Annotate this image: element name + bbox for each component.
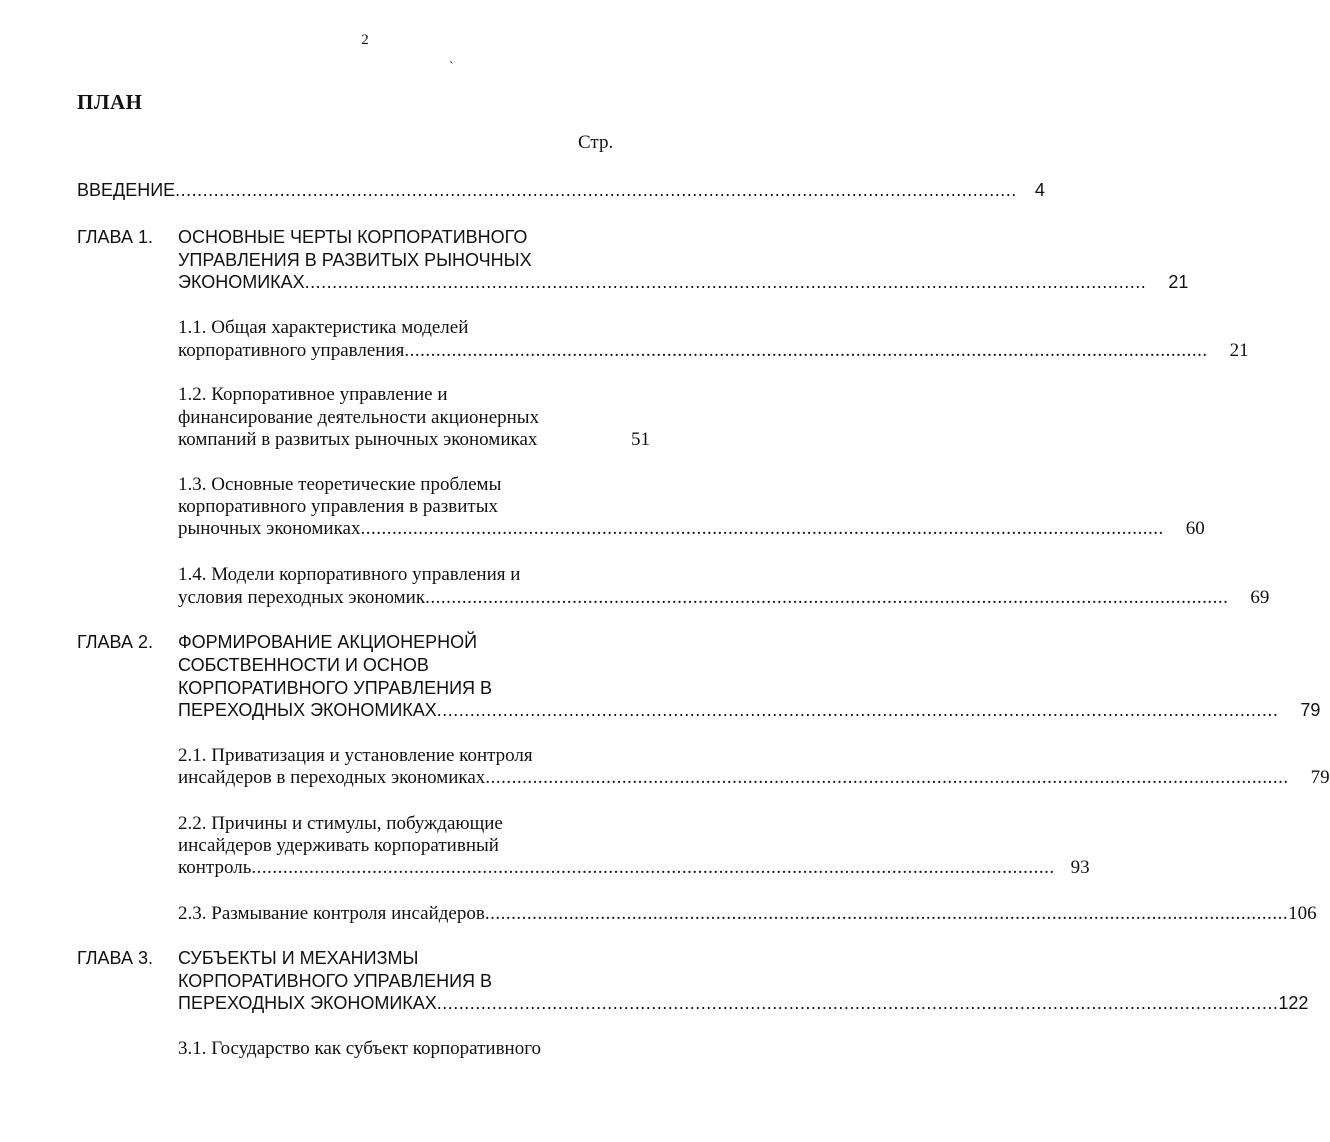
toc-page-number: 69 xyxy=(1250,587,1270,608)
section-1-4-line: условия переходных экономик xyxy=(178,587,426,608)
page-number: 2 xyxy=(361,32,369,48)
chapter-3-title-line: КОРПОРАТИВНОГО УПРАВЛЕНИЯ В xyxy=(178,971,493,991)
chapter-2-title-line: СОБСТВЕННОСТИ И ОСНОВ xyxy=(178,655,429,675)
leader-dots: ......................................................................................................................................................... xyxy=(304,272,1147,292)
toc-entry-chapter-3 xyxy=(178,991,1309,1015)
toc-page-number: 21 xyxy=(1168,272,1189,292)
toc-page-number: 4 xyxy=(1034,180,1045,200)
section-2-2-line: 2.2. Причины и стимулы, побуждающие xyxy=(178,813,503,834)
chapter-1-title-line: УПРАВЛЕНИЯ В РАЗВИТЫХ РЫНОЧНЫХ xyxy=(178,250,532,270)
section-1-3-line: корпоративного управления в развитых xyxy=(178,496,498,517)
chapter-3-label: ГЛАВА 3. xyxy=(77,948,153,968)
toc-entry-section-1-1 xyxy=(178,339,1249,363)
toc-page-number: 60 xyxy=(1185,518,1205,539)
leader-dots: ......................................................................................................................................................... xyxy=(175,180,1017,200)
chapter-2-title-line: КОРПОРАТИВНОГО УПРАВЛЕНИЯ В xyxy=(178,678,493,698)
leader-dots: ......................................................................................................................................................... xyxy=(484,903,1289,924)
section-2-3-line: 2.3. Размывание контроля инсайдеров xyxy=(178,903,485,924)
leader-dots: ......................................................................................................................................................... xyxy=(485,767,1289,788)
section-1-1-line: 1.1. Общая характеристика моделей xyxy=(178,317,469,338)
section-1-2-line: финансирование деятельности акционерных xyxy=(178,407,540,428)
leader-dots: ......................................................................................................................................................... xyxy=(360,518,1164,539)
toc-page-number: 21 xyxy=(1229,340,1249,361)
chapter-2-title-line: ПЕРЕХОДНЫХ ЭКОНОМИКАХ xyxy=(178,700,437,720)
chapter-3-title-line: ПЕРЕХОДНЫХ ЭКОНОМИКАХ xyxy=(178,993,437,1013)
section-1-3-line: рыночных экономиках xyxy=(178,518,361,539)
section-1-4-line: 1.4. Модели корпоративного управления и xyxy=(178,564,521,585)
stray-mark: ` xyxy=(449,60,454,75)
chapter-1-label: ГЛАВА 1. xyxy=(77,227,153,247)
toc-page-number: 79 xyxy=(1300,700,1321,720)
toc-page-number: 106 xyxy=(1288,903,1317,924)
section-1-3-line: 1.3. Основные теоретические проблемы xyxy=(178,474,502,495)
chapter-2-label: ГЛАВА 2. xyxy=(77,632,153,652)
toc-entry-intro xyxy=(77,178,1045,202)
page-title: ПЛАН xyxy=(77,90,143,114)
toc-page-number: 79 xyxy=(1310,767,1330,788)
leader-dots: ......................................................................................................................................................... xyxy=(251,857,1055,878)
toc-entry-section-1-2 xyxy=(178,428,650,452)
toc-entry-text: ВВЕДЕНИЕ xyxy=(77,180,176,200)
toc-entry-section-1-3 xyxy=(178,517,1205,541)
chapter-2-title-line: ФОРМИРОВАНИЕ АКЦИОНЕРНОЙ xyxy=(178,632,478,652)
leader-dots: ......................................................................................................................................................... xyxy=(436,700,1279,720)
toc-entry-section-2-3 xyxy=(178,902,1317,926)
toc-entry-section-2-2 xyxy=(178,856,1090,880)
leader-dots: ......................................................................................................................................................... xyxy=(404,340,1208,361)
toc-page-number: 122 xyxy=(1278,993,1309,1013)
chapter-1-title-line: ЭКОНОМИКАХ xyxy=(178,272,305,292)
section-2-2-line: инсайдеров удерживать корпоративный xyxy=(178,835,499,856)
section-3-1-line: 3.1. Государство как субъект корпоративного xyxy=(178,1038,542,1059)
section-2-2-line: контроль xyxy=(178,857,252,878)
section-1-1-line: корпоративного управления xyxy=(178,340,405,361)
section-1-2-line: 1.2. Корпоративное управление и xyxy=(178,384,448,405)
toc-entry-chapter-2 xyxy=(178,698,1321,722)
section-2-1-line: 2.1. Приватизация и установление контроля xyxy=(178,745,533,766)
toc-entry-section-1-4 xyxy=(178,586,1270,610)
toc-page-number: 93 xyxy=(1070,857,1090,878)
section-1-2-line: компаний в развитых рыночных экономиках xyxy=(178,429,538,450)
toc-entry-section-2-1 xyxy=(178,766,1330,790)
leader-dots: ......................................................................................................................................................... xyxy=(425,587,1229,608)
leader-dots: ......................................................................................................................................................... xyxy=(436,993,1279,1013)
page-column-label: Стр. xyxy=(578,132,614,153)
chapter-1-title-line: ОСНОВНЫЕ ЧЕРТЫ КОРПОРАТИВНОГО xyxy=(178,227,528,247)
section-2-1-line: инсайдеров в переходных экономиках xyxy=(178,767,486,788)
toc-page-number: 51 xyxy=(631,429,650,450)
toc-entry-chapter-1 xyxy=(178,270,1189,294)
chapter-3-title-line: СУБЪЕКТЫ И МЕХАНИЗМЫ xyxy=(178,948,419,968)
